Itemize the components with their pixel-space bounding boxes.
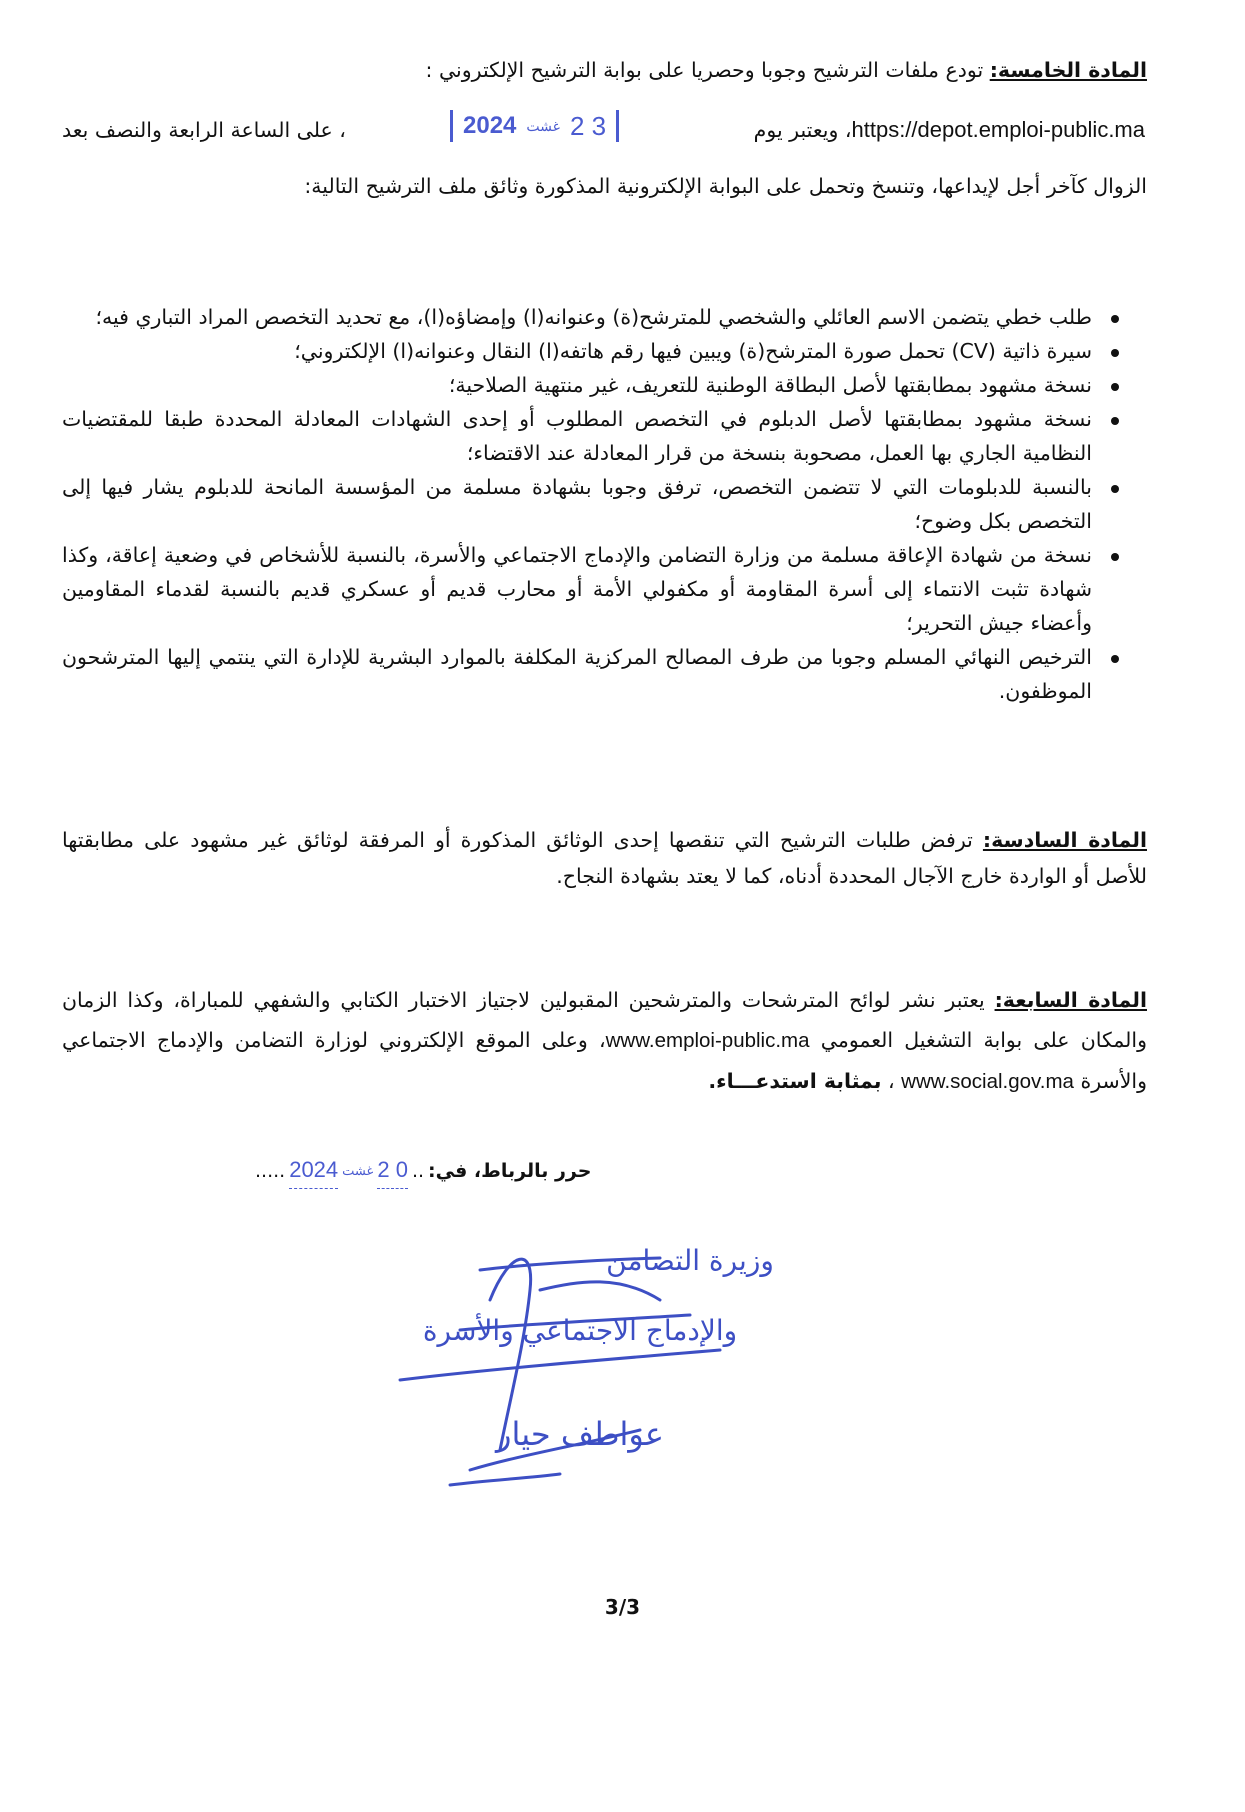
emploi-public-url: www.emploi-public.ma [605,1029,810,1052]
article5-mid: ، ويعتبر يوم [753,118,852,142]
list-item: سيرة ذاتية (CV) تحمل صورة المترشح(ة) ويبين فيها رقم هاتفه(ا) النقال وعنوانه(ا) الإلكتروني؛ [62,334,1092,368]
list-item: الترخيص النهائي المسلم وجوبا من طرف المصالح المركزية المكلفة بالموارد البشرية للإدارة التي ينتمي إليها المترشحون الموظفون. [62,640,1092,708]
issued-stamp-year: 2024 [289,1152,338,1189]
list-item: نسخة من شهادة الإعاقة مسلمة من وزارة التضامن والإدماج الاجتماعي والأسرة، بالنسبة للأشخاص في وضعية إعاقة، وكذا شهادة تثبت الانتماء إلى أسرة المقاومة أو مكفولي الأمة أو محارب قديم أو عسكري قديم بالنسبة لقدماء المقاومين وأعضاء جيش التحرير؛ [62,538,1092,640]
article7-text1: يعتبر نشر لوائح المترشحات والمترشحين المقبولين لاجتياز الاختبار الكتابي والشفهي للمباراة، وكذا الزمان والمكان على بوابة التشغيل العمومي [62,988,1148,1052]
stamp-month: غشت [526,117,560,134]
article7-text2: ، وعلى الموقع الإلكتروني لوزارة التضامن والإدماج الاجتماعي والأسرة [62,1028,1147,1093]
article7-text3: ، [881,1069,902,1093]
issued-dots-end: ..... [255,1159,286,1182]
list-item: نسخة مشهود بمطابقتها لأصل الدبلوم في التخصص المطلوب أو إحدى الشهادات المعادلة المحددة طبقا للمقتضيات النظامية الجاري بها العمل، مصحوبة بنسخة من قرار المعادلة عند الاقتضاء؛ [62,402,1092,470]
article5-line2-left: ، على الساعة الرابعة والنصف بعد [62,118,346,142]
page-number: 3/3 [604,1595,641,1619]
issued-label: حرر بالرباط، في: [428,1159,592,1182]
deadline-date-stamp [450,104,620,148]
article6 [62,822,1147,894]
signature-name: عواطف حيار [496,1415,664,1453]
list-item: نسخة مشهود بمطابقتها لأصل البطاقة الوطنية للتعريف، غير منتهية الصلاحية؛ [62,368,1092,402]
article7 [62,980,1147,1102]
social-gov-url: www.social.gov.ma [901,1070,1074,1093]
depot-url: https://depot.emploi-public.ma [851,117,1145,142]
article5-line1 [62,52,1147,88]
stamp-day: 2 3 [569,110,607,141]
article6-heading: المادة السادسة: [982,828,1147,852]
issued-dots: .. [411,1159,425,1182]
article5-intro: تودع ملفات الترشيح وجوبا وحصريا على بوابة الترشيح الإلكتروني : [425,58,990,82]
signature-ministry-line2: والإدماج الاجتماعي والأسرة [422,1314,738,1347]
signature-graphic [360,1230,780,1490]
issued-stamp-month: غشت [342,1162,374,1178]
article7-convocation: بمثابة استدعـــاء. [708,1069,882,1093]
required-documents-list [62,300,1124,708]
issued-line [255,1152,591,1189]
list-item: بالنسبة للدبلومات التي لا تتضمن التخصص، ترفق وجوبا بشهادة مسلمة من المؤسسة المانحة للدبلوم يشار فيها إلى التخصص بكل وضوح؛ [62,470,1092,538]
list-item: طلب خطي يتضمن الاسم العائلي والشخصي للمترشح(ة) وعنوانه(ا) وإمضاؤه(ا)، مع تحديد التخصص المراد التباري فيه؛ [62,300,1092,334]
signature-ministry-line1: وزيرة التضامن [606,1244,774,1277]
minister-signature [360,1230,780,1490]
article6-text: ترفض طلبات الترشيح التي تنقصها إحدى الوثائق المذكورة أو المرفقة لوثائق غير مشهود على مطابقتها للأصل أو الواردة خارج الآجال المحددة أدناه، كما لا يعتد بشهادة النجاح. [62,828,1147,888]
article5-heading: المادة الخامسة: [989,58,1147,82]
stamp-year: 2024 [463,112,517,139]
article5-line2-right [754,112,1145,148]
article7-heading: المادة السابعة: [994,988,1147,1012]
article5-line3: الزوال كآخر أجل لإيداعها، وتنسخ وتحمل على البوابة الإلكترونية المذكورة وثائق ملف الترشيح التالية: [304,174,1147,198]
issued-stamp-day: 0 2 [377,1152,408,1189]
